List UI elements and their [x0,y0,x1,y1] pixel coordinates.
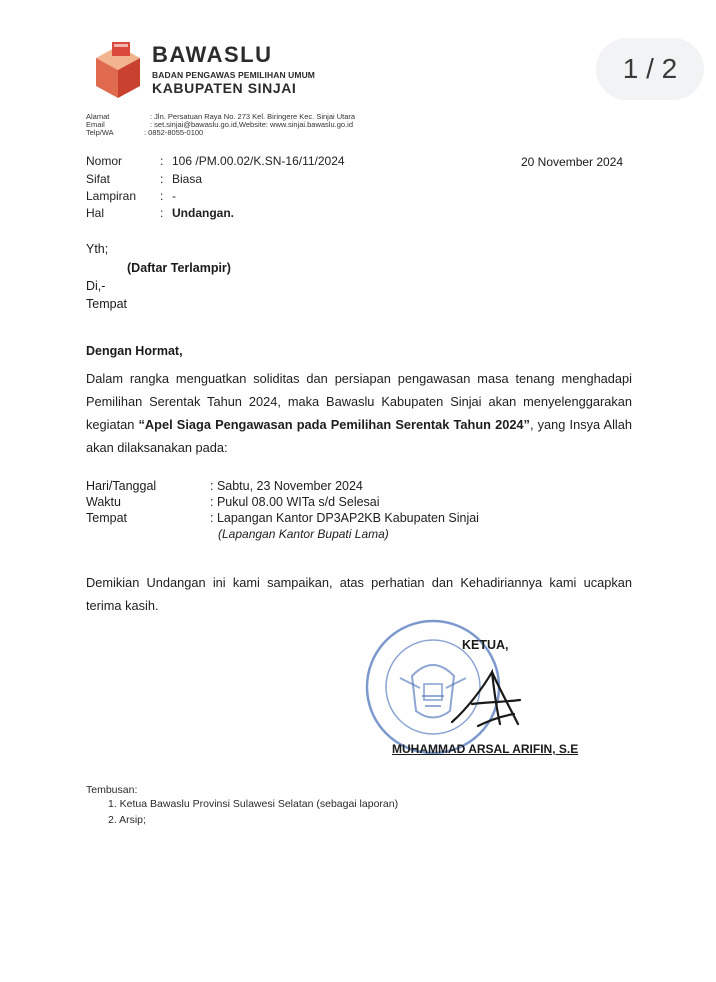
address-label: Alamat [86,112,110,121]
recipient-yth: Yth; [86,242,109,256]
hal-value: Undangan. [172,206,234,220]
recipient-place: Tempat [86,297,127,311]
hal-label: Hal [86,206,105,220]
closing-paragraph: Demikian Undangan ini kami sampaikan, atas perhatian dan Kehadiriannya kami ucapkan terima kasih. [86,575,632,613]
greeting: Dengan Hormat, [86,344,183,358]
email-label: Email [86,120,105,129]
bawaslu-letterhead [90,40,320,110]
day-label: Hari/Tanggal [86,479,157,493]
place-value: : Lapangan Kantor DP3AP2KB Kabupaten Sinjai [210,511,479,525]
bawaslu-logo-icon [90,42,146,100]
list-item: 1. Ketua Bawaslu Provinsi Sulawesi Selatan (sebagai laporan) [108,798,399,810]
phone-value: : 0852-8055-0100 [144,128,204,137]
place-note: (Lapangan Kantor Bupati Lama) [218,527,389,541]
place-label: Tempat [86,511,127,525]
time-value: : Pukul 08.00 WITa s/d Selesai [210,495,380,509]
list-item: 2. Arsip; [108,814,146,826]
sifat-value: Biasa [172,172,203,186]
signature-icon [448,664,524,732]
brand-region: KABUPATEN SINJAI [152,80,297,96]
sifat-label: Sifat [86,172,111,186]
recipient-name: (Daftar Terlampir) [127,261,231,275]
email-value: : set.sinjai@bawaslu.go.id,Website: www.sinjai.bawaslu.go.id [150,120,353,129]
nomor-label: Nomor [86,154,123,168]
page-indicator: 1 / 2 [596,38,704,100]
time-label: Waktu [86,495,121,509]
event-name: “Apel Siaga Pengawasan pada Pemilihan Serentak Tahun 2024” [138,417,530,432]
phone-label: Telp/WA [86,128,114,137]
paragraph-outro: , yang Insya Allah akan dilaksanakan pada: [86,417,632,455]
tembusan-list [86,798,586,838]
address-value: : Jln. Persatuan Raya No. 273 Kel. Biringere Kec. Sinjai Utara [150,112,356,121]
nomor-value: 106 /PM.00.02/K.SN-16/11/2024 [172,154,345,168]
brand-subtitle: BADAN PENGAWAS PEMILIHAN UMUM [152,70,315,80]
letter-date: 20 November 2024 [521,155,624,169]
body-paragraph [86,367,632,459]
paragraph-intro: Dalam rangka menguatkan soliditas dan persiapan pengawasan masa tenang menghadapi Pemilihan Serentak Tahun 2024, maka Bawaslu Kabupaten Sinjai akan menyelenggarakan kegiatan [86,371,632,432]
recipient-di: Di,- [86,279,106,293]
signatory-name: MUHAMMAD ARSAL ARIFIN, S.E [392,742,579,756]
lampiran-value: - [172,189,176,203]
lampiran-label: Lampiran [86,189,137,203]
signatory-title: KETUA, [462,638,509,652]
day-value: : Sabtu, 23 November 2024 [210,479,363,493]
tembusan-title: Tembusan: [86,784,138,796]
brand-name: BAWASLU [152,42,273,67]
